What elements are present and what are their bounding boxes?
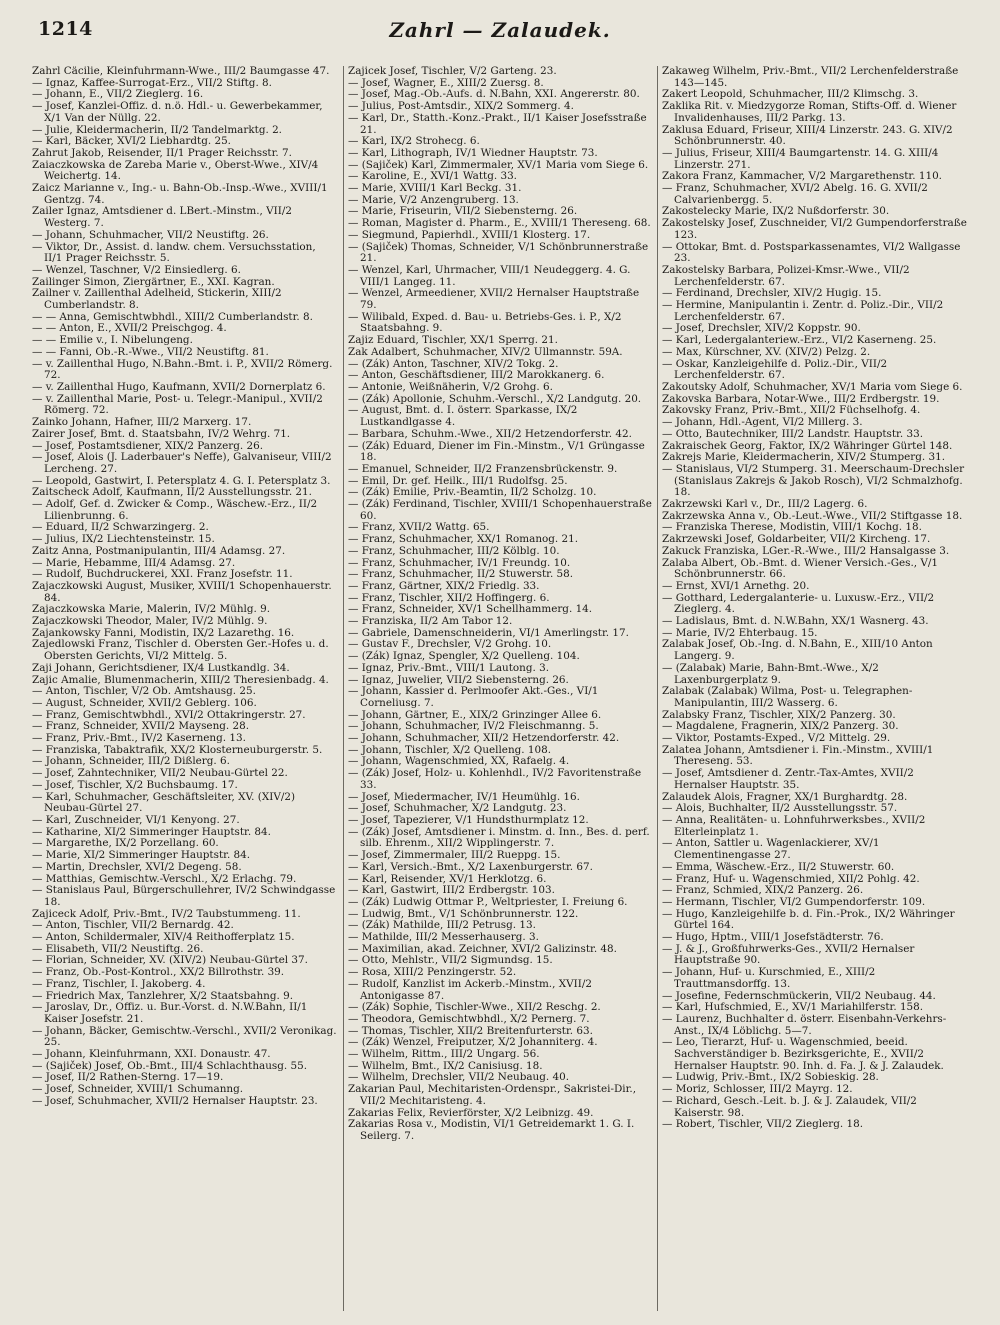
directory-entry: — Karl, Zuschneider, VI/1 Kenyong. 27.	[32, 814, 240, 826]
directory-columns	[32, 66, 978, 1316]
directory-entry: — Mathilde, III/2 Messerhauserg. 3.	[348, 931, 539, 944]
directory-entry: — (Zák) Emilie, Priv.-Beamtin, II/2 Scholzg. 10.	[348, 486, 597, 499]
directory-entry: — Marie, Hebamme, III/4 Adamsg. 27.	[32, 556, 236, 569]
directory-entry: — Ladislaus, Bmt. d. N.W.Bahn, XX/1 Wasnerg. 43.	[662, 615, 929, 628]
directory-column-2	[348, 66, 653, 1316]
directory-entry: Zalabak (Zalabak) Wilma, Post- u. Telegraphen-Manipulantin, III/2 Wasserg. 6.	[662, 685, 913, 709]
directory-entry: Zajankowsky Fanni, Modistin, IX/2 Lazarethg. 16.	[32, 626, 295, 639]
directory-entry: — Anton, Schildermaler, XIV/4 Reithofferplatz 15.	[32, 931, 295, 944]
directory-entry: Zalabsky Franz, Tischler, XIX/2 Panzerg. 30.	[662, 708, 896, 721]
directory-entry: — Ferdinand, Drechsler, XIV/2 Hugig. 15.	[662, 287, 882, 300]
directory-entry: — Josef, Drechsler, XIV/2 Koppstr. 90.	[662, 322, 861, 335]
directory-entry: — Marie, XI/2 Simmeringer Hauptstr. 84.	[32, 849, 251, 862]
directory-entry: — Wenzel, Armeediener, XVII/2 Hernalser Hauptstraße 79.	[348, 287, 640, 312]
directory-entry: Zakrzewski Karl v., Dr., III/2 Lagerg. 6.	[662, 498, 868, 511]
directory-entry: — Wenzel, Taschner, V/2 Einsiedlerg. 6.	[32, 263, 241, 276]
directory-entry: — Franziska, II/2 Am Tabor 12.	[348, 615, 513, 628]
directory-entry: Zakostelsky Barbara, Polizei-Kmsr.-Wwe., VII/2 Lerchenfelderstr. 67.	[662, 263, 910, 288]
directory-entry: Zajiz Eduard, Tischler, XX/1 Sperrg. 21.	[348, 334, 558, 347]
directory-entry: — Viktor, Dr., Assist. d. landw. chem. Versuchsstation, II/1 Prager Reichsstr. 5.	[32, 240, 316, 265]
directory-entry: — Marie, V/2 Anzengruberg. 13.	[348, 193, 519, 206]
directory-entry: Zakoutsky Adolf, Schuhmacher, XV/1 Maria vom Siege 6.	[662, 380, 963, 393]
directory-entry: — Johann, Huf- u. Kurschmied, E., XIII/2 Trauttmansdorffg. 13.	[662, 966, 876, 990]
directory-entry: — Rudolf, Buchdruckerei, XXI. Franz Josefstr. 11.	[32, 568, 293, 581]
directory-entry: — Franz, Schuhmacher, XVI/2 Abelg. 16. G. XVII/2 Calvarienbergg. 5.	[662, 182, 928, 206]
directory-entry: Zaklusa Eduard, Friseur, XIII/4 Linzerstr. 243. G. XIV/2 Schönbrunnerstr. 40.	[662, 123, 953, 148]
directory-entry: — Emil, Dr. gef. Heilk., III/1 Rudolfsg. 25.	[348, 474, 568, 487]
directory-entry: Zakarias Felix, Revierförster, X/2 Leibnizg. 49.	[348, 1106, 594, 1119]
directory-entry: — (Zák) Anton, Taschner, XIV/2 Tokg. 2.	[348, 357, 559, 370]
directory-entry: — Johann, Schuhmacher, XII/2 Hetzendorferstr. 42.	[348, 732, 620, 745]
directory-entry: — — Fanni, Ob.-R.-Wwe., VII/2 Neustiftg. 81.	[32, 345, 269, 358]
directory-entry: Zajic Amalie, Blumenmacherin, XIII/2 Theresienbadg. 4.	[32, 673, 329, 686]
directory-entry: — Josef, Mag.-Ob.-Aufs. d. N.Bahn, XXI. Angererstr. 80.	[348, 88, 640, 101]
directory-entry: — Roman, Magister d. Pharm., E., XVIII/1 Thereseng. 68.	[348, 217, 651, 230]
directory-entry: — Eduard, II/2 Schwarzingerg. 2.	[32, 521, 209, 534]
directory-entry: — Franz, Priv.-Bmt., IV/2 Kaserneng. 13.	[32, 732, 246, 745]
directory-entry: — v. Zaillenthal Marie, Post- u. Telegr.-Manipul., XVII/2 Römerg. 72.	[32, 392, 323, 417]
directory-entry: — Anton, Tischler, V/2 Ob. Amtshausg. 25.	[32, 685, 256, 698]
directory-entry: — Emanuel, Schneider, II/2 Franzensbrückenstr. 9.	[348, 462, 618, 475]
directory-entry: — Josef, Zimmermaler, III/2 Rueppg. 15.	[348, 849, 561, 862]
directory-entry: — Josef, Tapezierer, V/1 Hundsthurmplatz 12.	[348, 814, 589, 826]
directory-entry: Zakovsky Franz, Priv.-Bmt., XII/2 Füchselhofg. 4.	[662, 404, 921, 417]
directory-entry: — Otto, Mehlstr., VII/2 Sigmundsg. 15.	[348, 954, 553, 967]
directory-entry: — v. Zaillenthal Hugo, N.Bahn.-Bmt. i. P., XVII/2 Römerg. 72.	[32, 357, 333, 382]
directory-entry: Zalaba Albert, Ob.-Bmt. d. Wiener Versich.-Ges., V/1 Schönbrunnerstr. 66.	[662, 556, 939, 581]
directory-entry: — Johann, Tischler, X/2 Quelleng. 108.	[348, 743, 552, 756]
directory-entry: — (Zalabak) Marie, Bahn-Bmt.-Wwe., X/2 Laxenburgerplatz 9.	[662, 661, 879, 686]
directory-entry: Zajaczkowski Theodor, Maler, IV/2 Mühlg. 9.	[32, 615, 268, 628]
directory-entry: Zalaudek Alois, Fragner, XX/1 Burghardtg. 28.	[662, 790, 908, 803]
directory-entry: — Wilibald, Exped. d. Bau- u. Betriebs-Ges. i. P., X/2 Staatsbahng. 9.	[348, 310, 622, 335]
directory-entry: — Franz, Ob.-Post-Kontrol., XX/2 Billrothstr. 39.	[32, 966, 285, 979]
directory-entry: — Laurenz, Buchhalter d. österr. Eisenbahn-Verkehrs-Anst., IX/4 Löblichg. 5—7.	[662, 1012, 947, 1037]
directory-entry: Zaitscheck Adolf, Kaufmann, II/2 Ausstellungsstr. 21.	[32, 486, 312, 499]
directory-entry: — Hugo, Hptm., VIII/1 Josefstädterstr. 76.	[662, 931, 884, 944]
directory-entry: — Johann, Schuhmacher, IV/2 Fleischmanng. 5.	[348, 720, 599, 733]
directory-entry: — Katharine, XI/2 Simmeringer Hauptstr. 84.	[32, 825, 271, 838]
directory-entry: — Gotthard, Ledergalanterie- u. Luxusw.-Erz., VII/2 Zieglerg. 4.	[662, 591, 935, 616]
directory-entry: — Karl, Hufschmied, E., XV/1 Mariahilferstr. 158.	[662, 1001, 924, 1014]
directory-entry: — Franz, Schuhmacher, IV/1 Freundg. 10.	[348, 556, 571, 569]
directory-entry: — Rosa, XIII/2 Penzingerstr. 52.	[348, 966, 517, 979]
directory-entry: — v. Zaillenthal Hugo, Kaufmann, XVII/2 Dornerplatz 6.	[32, 380, 326, 393]
directory-entry: — (Zák) Josef, Holz- u. Kohlenhdl., IV/2 Favoritenstraße 33.	[348, 767, 642, 791]
directory-entry: — Ludwig, Bmt., V/1 Schönbrunnerstr. 122.	[348, 907, 579, 920]
directory-entry: — Matthias, Gemischtw.-Verschl., X/2 Erlachg. 79.	[32, 872, 297, 885]
directory-entry: — Marie, XVIII/1 Karl Beckg. 31.	[348, 182, 522, 195]
directory-entry: Zaiaczkowska de Zareba Marie v., Oberst-Wwe., XIV/4 Weichertg. 14.	[32, 158, 319, 183]
directory-entry: Zakrzewski Josef, Goldarbeiter, VII/2 Kircheng. 17.	[662, 533, 931, 546]
directory-entry: — Hugo, Kanzleigehilfe b. d. Fin.-Prok., IX/2 Währinger Gürtel 164.	[662, 907, 955, 932]
directory-column-3	[662, 66, 967, 1316]
directory-entry: — Martin, Drechsler, XVI/2 Degeng. 58.	[32, 860, 242, 873]
directory-entry: — (Zák) Eduard, Diener im Fin.-Minstm., V/1 Grüngasse 18.	[348, 439, 645, 464]
directory-entry: — Johann, Bäcker, Gemischtw.-Verschl., XVII/2 Veronikag. 25.	[32, 1024, 337, 1049]
directory-entry: Zahrl Cäcilie, Kleinfuhrmann-Wwe., III/2 Baumgasse 47.	[32, 66, 330, 77]
directory-entry: — (Zák) Ludwig Ottmar P., Weltpriester, I. Freiung 6.	[348, 895, 628, 908]
directory-entry: — Max, Kürschner, XV. (XIV/2) Pelzg. 2.	[662, 345, 871, 358]
directory-entry: — Alois, Buchhalter, II/2 Ausstellungsstr. 57.	[662, 802, 898, 815]
directory-entry: — Karl, Reisender, XV/1 Herklotzg. 6.	[348, 872, 547, 885]
directory-entry: — Florian, Schneider, XV. (XIV/2) Neubau-Gürtel 37.	[32, 954, 308, 967]
directory-entry: — Karl, Versich.-Bmt., X/2 Laxenburgerstr. 67.	[348, 860, 593, 873]
directory-entry: Zalabak Josef, Ob.-Ing. d. N.Bahn, E., XIII/10 Anton Langerg. 9.	[662, 638, 933, 663]
directory-entry: — Karl, Gastwirt, III/2 Erdbergstr. 103.	[348, 884, 555, 897]
directory-entry: Zairer Josef, Bmt. d. Staatsbahn, IV/2 Wehrg. 71.	[32, 427, 291, 440]
directory-entry: — Franz, Gemischtwbhdl., XVI/2 Ottakringerstr. 27.	[32, 708, 306, 721]
directory-entry: — Karl, Lithograph, IV/1 Wiedner Hauptstr. 73.	[348, 146, 598, 159]
directory-entry: — Josef, Miedermacher, IV/1 Heumühlg. 16.	[348, 790, 580, 803]
directory-entry: — (Sajiček) Karl, Zimmermaler, XV/1 Maria vom Siege 6.	[348, 158, 649, 171]
directory-entry: — (Sajiček) Josef, Ob.-Bmt., III/4 Schlachthausg. 55.	[32, 1059, 308, 1072]
directory-entry: — Wilhelm, Rittm., III/2 Ungarg. 56.	[348, 1048, 540, 1061]
directory-entry: — Josef, Amtsdiener d. Zentr.-Tax-Amtes, XVII/2 Hernalser Hauptstr. 35.	[662, 767, 914, 791]
directory-entry: — Hermann, Tischler, VI/2 Gumpendorferstr. 109.	[662, 895, 926, 908]
directory-entry: — Oskar, Kanzleigehilfe d. Poliz.-Dir., VII/2 Lerchenfelderstr. 67.	[662, 357, 888, 382]
directory-entry: Zajaczkowska Marie, Malerin, IV/2 Mühlg. 9.	[32, 603, 271, 616]
directory-entry: — Ernst, XVI/1 Arnethg. 20.	[662, 579, 810, 592]
directory-entry: — Franz, Schneider, XVII/2 Mayseng. 28.	[32, 720, 250, 733]
directory-entry: — Johann, Kassier d. Perlmoofer Akt.-Ges., VI/1 Corneliusg. 7.	[348, 685, 599, 709]
directory-entry: — Johann, Schneider, III/2 Dißlerg. 6.	[32, 755, 230, 768]
directory-entry: — (Zák) Apollonie, Schuhm.-Verschl., X/2 Landgutg. 20.	[348, 392, 642, 405]
directory-entry: — Karl, IX/2 Strohecg. 6.	[348, 135, 480, 148]
directory-entry: — (Zák) Josef, Amtsdiener i. Minstm. d. Inn., Bes. d. perf. silb. Ehrenm., XII/2 Wipplingerstr. 7.	[348, 825, 650, 850]
directory-entry: Zajedlowski Franz, Tischler d. Obersten Ger.-Hofes u. d. Obersten Gerichts, VI/2 Mittelg. 5.	[32, 638, 329, 663]
directory-entry: — Franz, Schuhmacher, XX/1 Romanog. 21.	[348, 533, 579, 546]
directory-entry: — — Anton, E., XVII/2 Preischgog. 4.	[32, 322, 227, 335]
directory-entry: — Karl, Dr., Statth.-Konz.-Prakt., II/1 Kaiser Josefsstraße 21.	[348, 111, 647, 136]
directory-entry: — Friedrich Max, Tanzlehrer, X/2 Staatsbahng. 9.	[32, 989, 293, 1002]
directory-entry: — Ludwig, Priv.-Bmt., IX/2 Sobieskig. 28.	[662, 1071, 879, 1084]
directory-entry: — Stanislaus Paul, Bürgerschullehrer, IV/2 Schwindgasse 18.	[32, 884, 336, 908]
directory-entry: Zak Adalbert, Schuhmacher, XIV/2 Ullmannstr. 59A.	[348, 345, 623, 358]
directory-entry: — (Zák) Ferdinand, Tischler, XVIII/1 Schopenhauerstraße 60.	[348, 498, 652, 522]
directory-entry: — — Anna, Gemischtwbhdl., XIII/2 Cumberlandstr. 8.	[32, 310, 313, 323]
directory-entry: — Gabriele, Damenschneiderin, VI/1 Amerlingstr. 17.	[348, 626, 629, 639]
directory-entry: — Stanislaus, VI/2 Stumperg. 31. Meerschaum-Drechsler (Stanislaus Zakrejs & Jakob Rosch), VI/2 Schmalzhofg. 18.	[662, 462, 965, 499]
page-header: Zahrl — Zalaudek.	[389, 18, 611, 42]
directory-entry: — Johann, E., VII/2 Zieglerg. 16.	[32, 88, 204, 101]
directory-entry: — Karl, Ledergalanteriew.-Erz., VI/2 Kaserneng. 25.	[662, 334, 937, 347]
directory-entry: — Ottokar, Bmt. d. Postsparkassenamtes, VI/2 Wallgasse 23.	[662, 240, 961, 265]
directory-entry: Zakraischek Georg, Faktor, IX/2 Währinger Gürtel 148.	[662, 439, 953, 452]
directory-entry: — Siegmund, Papierhdl., XVIII/1 Klosterg. 17.	[348, 228, 591, 241]
directory-entry: — Elisabeth, VII/2 Neustiftg. 26.	[32, 942, 204, 955]
directory-entry: Zahrut Jakob, Reisender, II/1 Prager Reichsstr. 7.	[32, 146, 292, 159]
directory-entry: Zailer Ignaz, Amtsdiener d. LBert.-Minstm., VII/2 Westerg. 7.	[32, 205, 292, 230]
directory-entry: — Franz, Schuhmacher, II/2 Stuwerstr. 58.	[348, 568, 574, 581]
directory-entry: — Richard, Gesch.-Leit. b. J. & J. Zalaudek, VII/2 Kaiserstr. 98.	[662, 1094, 917, 1119]
directory-entry: — J. & J., Großfuhrwerks-Ges., XVII/2 Hernalser Hauptstraße 90.	[662, 942, 915, 967]
directory-entry: — Leo, Tierarzt, Huf- u. Wagenschmied, beeid. Sachverständiger b. Bezirksgerichte, E., XVII/2 Hernalser Hauptstr. 90. Inh. d. Fa. J. & J. Zalaudek.	[662, 1036, 944, 1072]
directory-entry: — Rudolf, Kanzlist im Ackerb.-Minstm., XVII/2 Antonigasse 87.	[348, 977, 592, 1002]
directory-entry: — Josef, II/2 Rathen-Sterng. 17—19.	[32, 1071, 224, 1084]
directory-entry: — Josef, Kanzlei-Offiz. d. n.ö. Hdl.- u. Gewerbekammer, X/1 Van der Nüllg. 22.	[32, 100, 323, 124]
directory-entry: Zajicek Josef, Tischler, V/2 Garteng. 23.	[348, 66, 557, 77]
directory-entry: Zaitz Anna, Postmanipulantin, III/4 Adamsg. 27.	[32, 544, 286, 557]
directory-entry: — August, Schneider, XVII/2 Geblerg. 106.	[32, 696, 257, 709]
directory-entry: — Anna, Realitäten- u. Lohnfuhrwerksbes., XVII/2 Elterleinplatz 1.	[662, 814, 926, 838]
directory-entry: — Karl, Schuhmacher, Geschäftsleiter, XV. (XIV/2) Neubau-Gürtel 27.	[32, 790, 296, 815]
directory-entry: — (Zák) Sophie, Tischler-Wwe., XII/2 Reschg. 2.	[348, 1001, 601, 1014]
directory-entry: Zakora Franz, Kammacher, V/2 Margarethenstr. 110.	[662, 170, 942, 183]
directory-entry: — Franz, Tischler, I. Jakoberg. 4.	[32, 977, 206, 990]
directory-entry: Zajaczkowski August, Musiker, XVIII/1 Schopenhauerstr. 84.	[32, 579, 332, 604]
directory-entry: — Thomas, Tischler, XII/2 Breitenfurterstr. 63.	[348, 1024, 593, 1037]
directory-entry: Zaklika Rit. v. Miedzygorze Roman, Stifts-Off. d. Wiener Invalidenhauses, III/2 Parkg. 13.	[662, 100, 957, 124]
directory-entry: — Franz, Tischler, XII/2 Hoffingerg. 6.	[348, 591, 550, 604]
directory-entry: — Anton, Sattler u. Wagenlackierer, XV/1 Clementinengasse 27.	[662, 837, 880, 862]
directory-entry: Zakrejs Marie, Kleidermacherin, XIV/2 Stumperg. 31.	[662, 451, 945, 464]
directory-entry: — Adolf, Gef. d. Zwicker & Comp., Wäschew.-Erz., II/2 Lilienbrunng. 6.	[32, 498, 318, 522]
directory-entry: — — Emilie v., I. Nibelungeng.	[32, 334, 193, 347]
directory-entry: — Franz, Gärtner, XIX/2 Friedlg. 33.	[348, 579, 540, 592]
directory-entry: — Emma, Wäschew.-Erz., II/2 Stuwerstr. 60.	[662, 860, 895, 873]
directory-entry: — Gustav F., Drechsler, V/2 Grohg. 10.	[348, 638, 552, 651]
directory-entry: — Johann, Schuhmacher, VII/2 Neustiftg. 26.	[32, 228, 269, 241]
directory-entry: — Otto, Bautechniker, III/2 Landstr. Hauptstr. 33.	[662, 427, 924, 440]
directory-entry: — Josef, Zahntechniker, VII/2 Neubau-Gürtel 22.	[32, 767, 288, 780]
directory-entry: — Julius, Friseur, XIII/4 Baumgartenstr. 14. G. XIII/4 Linzerstr. 271.	[662, 146, 939, 171]
directory-entry: Zakostelsky Josef, Zuschneider, VI/2 Gumpendorferstraße 123.	[662, 217, 967, 241]
directory-entry: — Julius, Post-Amtsdir., XIX/2 Sommerg. 4.	[348, 100, 574, 113]
directory-entry: — Josef, Tischler, X/2 Buchsbaumg. 17.	[32, 778, 238, 791]
directory-entry: — Hermine, Manipulantin i. Zentr. d. Poliz.-Dir., VII/2 Lerchenfelderstr. 67.	[662, 299, 944, 323]
directory-entry: — Marie, Friseurin, VII/2 Siebensterng. 26.	[348, 205, 578, 218]
directory-entry: — August, Bmt. d. I. österr. Sparkasse, IX/2 Lustkandlgasse 4.	[348, 404, 578, 429]
directory-entry: Zaji Johann, Gerichtsdiener, IX/4 Lustkandlg. 34.	[32, 661, 290, 674]
directory-entry: — Leopold, Gastwirt, I. Petersplatz 4. G. I. Petersplatz 3.	[32, 474, 331, 487]
directory-entry: — (Zák) Wenzel, Freiputzer, X/2 Johanniterg. 4.	[348, 1036, 598, 1049]
directory-entry: Zakostelecky Marie, IX/2 Nußdorferstr. 30.	[662, 205, 890, 218]
directory-entry: — Julie, Kleidermacherin, II/2 Tandelmarktg. 2.	[32, 123, 282, 136]
directory-entry: — Franz, Huf- u. Wagenschmied, XII/2 Pohlg. 42.	[662, 872, 920, 885]
directory-entry: Zakarian Paul, Mechitaristen-Ordenspr., Sakristei-Dir., VII/2 Mechitaristeng. 4.	[348, 1083, 637, 1107]
directory-entry: — Theodora, Gemischtwbhdl., X/2 Pernerg. 7.	[348, 1012, 590, 1025]
directory-entry: — (Zák) Ignaz, Spengler, X/2 Quelleng. 104.	[348, 650, 580, 663]
directory-entry: — Franz, XVII/2 Wattg. 65.	[348, 521, 490, 534]
directory-entry: — Antonie, Weißnäherin, V/2 Grohg. 6.	[348, 380, 553, 393]
directory-entry: Zakrzewska Anna v., Ob.-Leut.-Wwe., VII/2 Stiftgasse 18.	[662, 509, 963, 522]
directory-entry: Zailinger Simon, Ziergärtner, E., XXI. Kagran.	[32, 275, 275, 288]
directory-entry: — Franziska Therese, Modistin, VIII/1 Kochg. 18.	[662, 521, 922, 534]
directory-entry: — Maximilian, akad. Zeichner, XVI/2 Galizinstr. 48.	[348, 942, 617, 955]
directory-entry: — Franz, Schmied, XIX/2 Panzerg. 26.	[662, 884, 864, 897]
directory-entry: — Josef, Schuhmacher, XVII/2 Hernalser Hauptstr. 23.	[32, 1094, 318, 1107]
directory-entry: — Robert, Tischler, VII/2 Zieglerg. 18.	[662, 1118, 864, 1131]
directory-entry: — Magdalene, Fragnerin, XIX/2 Panzerg. 30.	[662, 720, 899, 733]
directory-entry: — Barbara, Schuhm.-Wwe., XII/2 Hetzendorferstr. 42.	[348, 427, 632, 440]
directory-entry: — Johann, Gärtner, E., XIX/2 Grinzinger Allee 6.	[348, 708, 602, 721]
directory-entry: Zaicz Marianne v., Ing.- u. Bahn-Ob.-Insp.-Wwe., XVIII/1 Gentzg. 74.	[32, 182, 328, 206]
directory-entry: Zalatea Johann, Amtsdiener i. Fin.-Minstm., XVIII/1 Thereseng. 53.	[662, 743, 934, 768]
directory-entry: — Marie, IV/2 Ehterbaug. 15.	[662, 626, 818, 639]
directory-entry: — Karoline, E., XVI/1 Wattg. 33.	[348, 170, 517, 183]
directory-entry: — Karl, Bäcker, XVI/2 Liebhardtg. 25.	[32, 135, 231, 148]
directory-entry: — Johann, Hdl.-Agent, VI/2 Millerg. 3.	[662, 416, 863, 429]
directory-entry: — Josefine, Federnschmückerin, VII/2 Neubaug. 44.	[662, 989, 936, 1002]
directory-entry: Zakuck Franziska, LGer.-R.-Wwe., III/2 Hansalgasse 3.	[662, 544, 950, 557]
directory-entry: — Johann, Kleinfuhrmann, XXI. Donaustr. 47.	[32, 1048, 271, 1061]
directory-entry: — Margarethe, IX/2 Porzellang. 60.	[32, 837, 219, 850]
directory-entry: — (Sajiček) Thomas, Schneider, V/1 Schönbrunnerstraße 21.	[348, 240, 649, 265]
directory-column-1	[32, 66, 337, 1316]
directory-entry: Zainko Johann, Hafner, III/2 Marxerg. 17.	[32, 416, 252, 429]
directory-entry: — Jaroslav, Dr., Offiz. u. Bur.-Vorst. d. N.W.Bahn, II/1 Kaiser Josefstr. 21.	[32, 1001, 308, 1025]
directory-entry: — Josef, Schneider, XVIII/1 Schumanng.	[32, 1083, 244, 1096]
directory-entry: Zakarias Rosa v., Modistin, VI/1 Getreidemarkt 1. G. I. Seilerg. 7.	[348, 1118, 635, 1142]
directory-entry: — Moriz, Schlosser, III/2 Mayrg. 12.	[662, 1083, 853, 1096]
directory-entry: Zajiceck Adolf, Priv.-Bmt., IV/2 Taubstummeng. 11.	[32, 907, 301, 920]
directory-entry: — Wilhelm, Drechsler, VII/2 Neubaug. 40.	[348, 1071, 570, 1084]
directory-entry: Zailner v. Zaillenthal Adelheid, Stickerin, XIII/2 Cumberlandstr. 8.	[32, 287, 282, 312]
directory-entry: — (Zák) Mathilde, III/2 Petrusg. 13.	[348, 919, 536, 932]
directory-entry: — Ignaz, Kaffee-Surrogat-Erz., VII/2 Stiftg. 8.	[32, 76, 272, 89]
directory-entry: — Franziska, Tabaktrafik, XX/2 Klosterneuburgerstr. 5.	[32, 743, 323, 756]
page-number: 1214	[38, 18, 93, 40]
directory-entry: — Anton, Tischler, VII/2 Bernardg. 42.	[32, 919, 234, 932]
directory-entry: — Anton, Geschäftsdiener, III/2 Marokkanerg. 6.	[348, 369, 605, 382]
directory-entry: — Ignaz, Juwelier, VII/2 Siebensterng. 26.	[348, 673, 569, 686]
directory-entry: — Ignaz, Priv.-Bmt., VIII/1 Lautong. 3.	[348, 661, 550, 674]
directory-entry: — Franz, Schneider, XV/1 Schellhammerg. 14.	[348, 603, 593, 616]
directory-entry: — Franz, Schuhmacher, III/2 Kölblg. 10.	[348, 544, 560, 557]
directory-entry: — Johann, Wagenschmied, XX, Rafaelg. 4.	[348, 755, 570, 768]
directory-entry: Zakovska Barbara, Notar-Wwe., III/2 Erdbergstr. 19.	[662, 392, 940, 405]
directory-entry: — Viktor, Postamts-Exped., V/2 Mittelg. 29.	[662, 732, 891, 745]
directory-entry: Zakaweg Wilhelm, Priv.-Bmt., VII/2 Lerchenfelderstraße 143—145.	[662, 66, 959, 89]
directory-entry: Zakert Leopold, Schuhmacher, III/2 Klimschg. 3.	[662, 88, 919, 101]
directory-entry: — Josef, Wagner, E., XIII/2 Zuersg. 8.	[348, 76, 544, 89]
directory-entry: — Wilhelm, Bmt., IX/2 Canisiusg. 18.	[348, 1059, 543, 1072]
directory-entry: — Wenzel, Karl, Uhrmacher, VIII/1 Neudeggerg. 4. G. VIII/1 Langeg. 11.	[348, 263, 631, 288]
directory-entry: — Josef, Postamtsdiener, XIX/2 Panzerg. 26.	[32, 439, 264, 452]
directory-entry: — Julius, IX/2 Liechtensteinstr. 15.	[32, 533, 215, 546]
directory-entry: — Josef, Schuhmacher, X/2 Landgutg. 23.	[348, 802, 567, 815]
directory-entry: — Josef, Alois (J. Laderbauer's Neffe), Galvaniseur, VIII/2 Lercheng. 27.	[32, 451, 332, 475]
